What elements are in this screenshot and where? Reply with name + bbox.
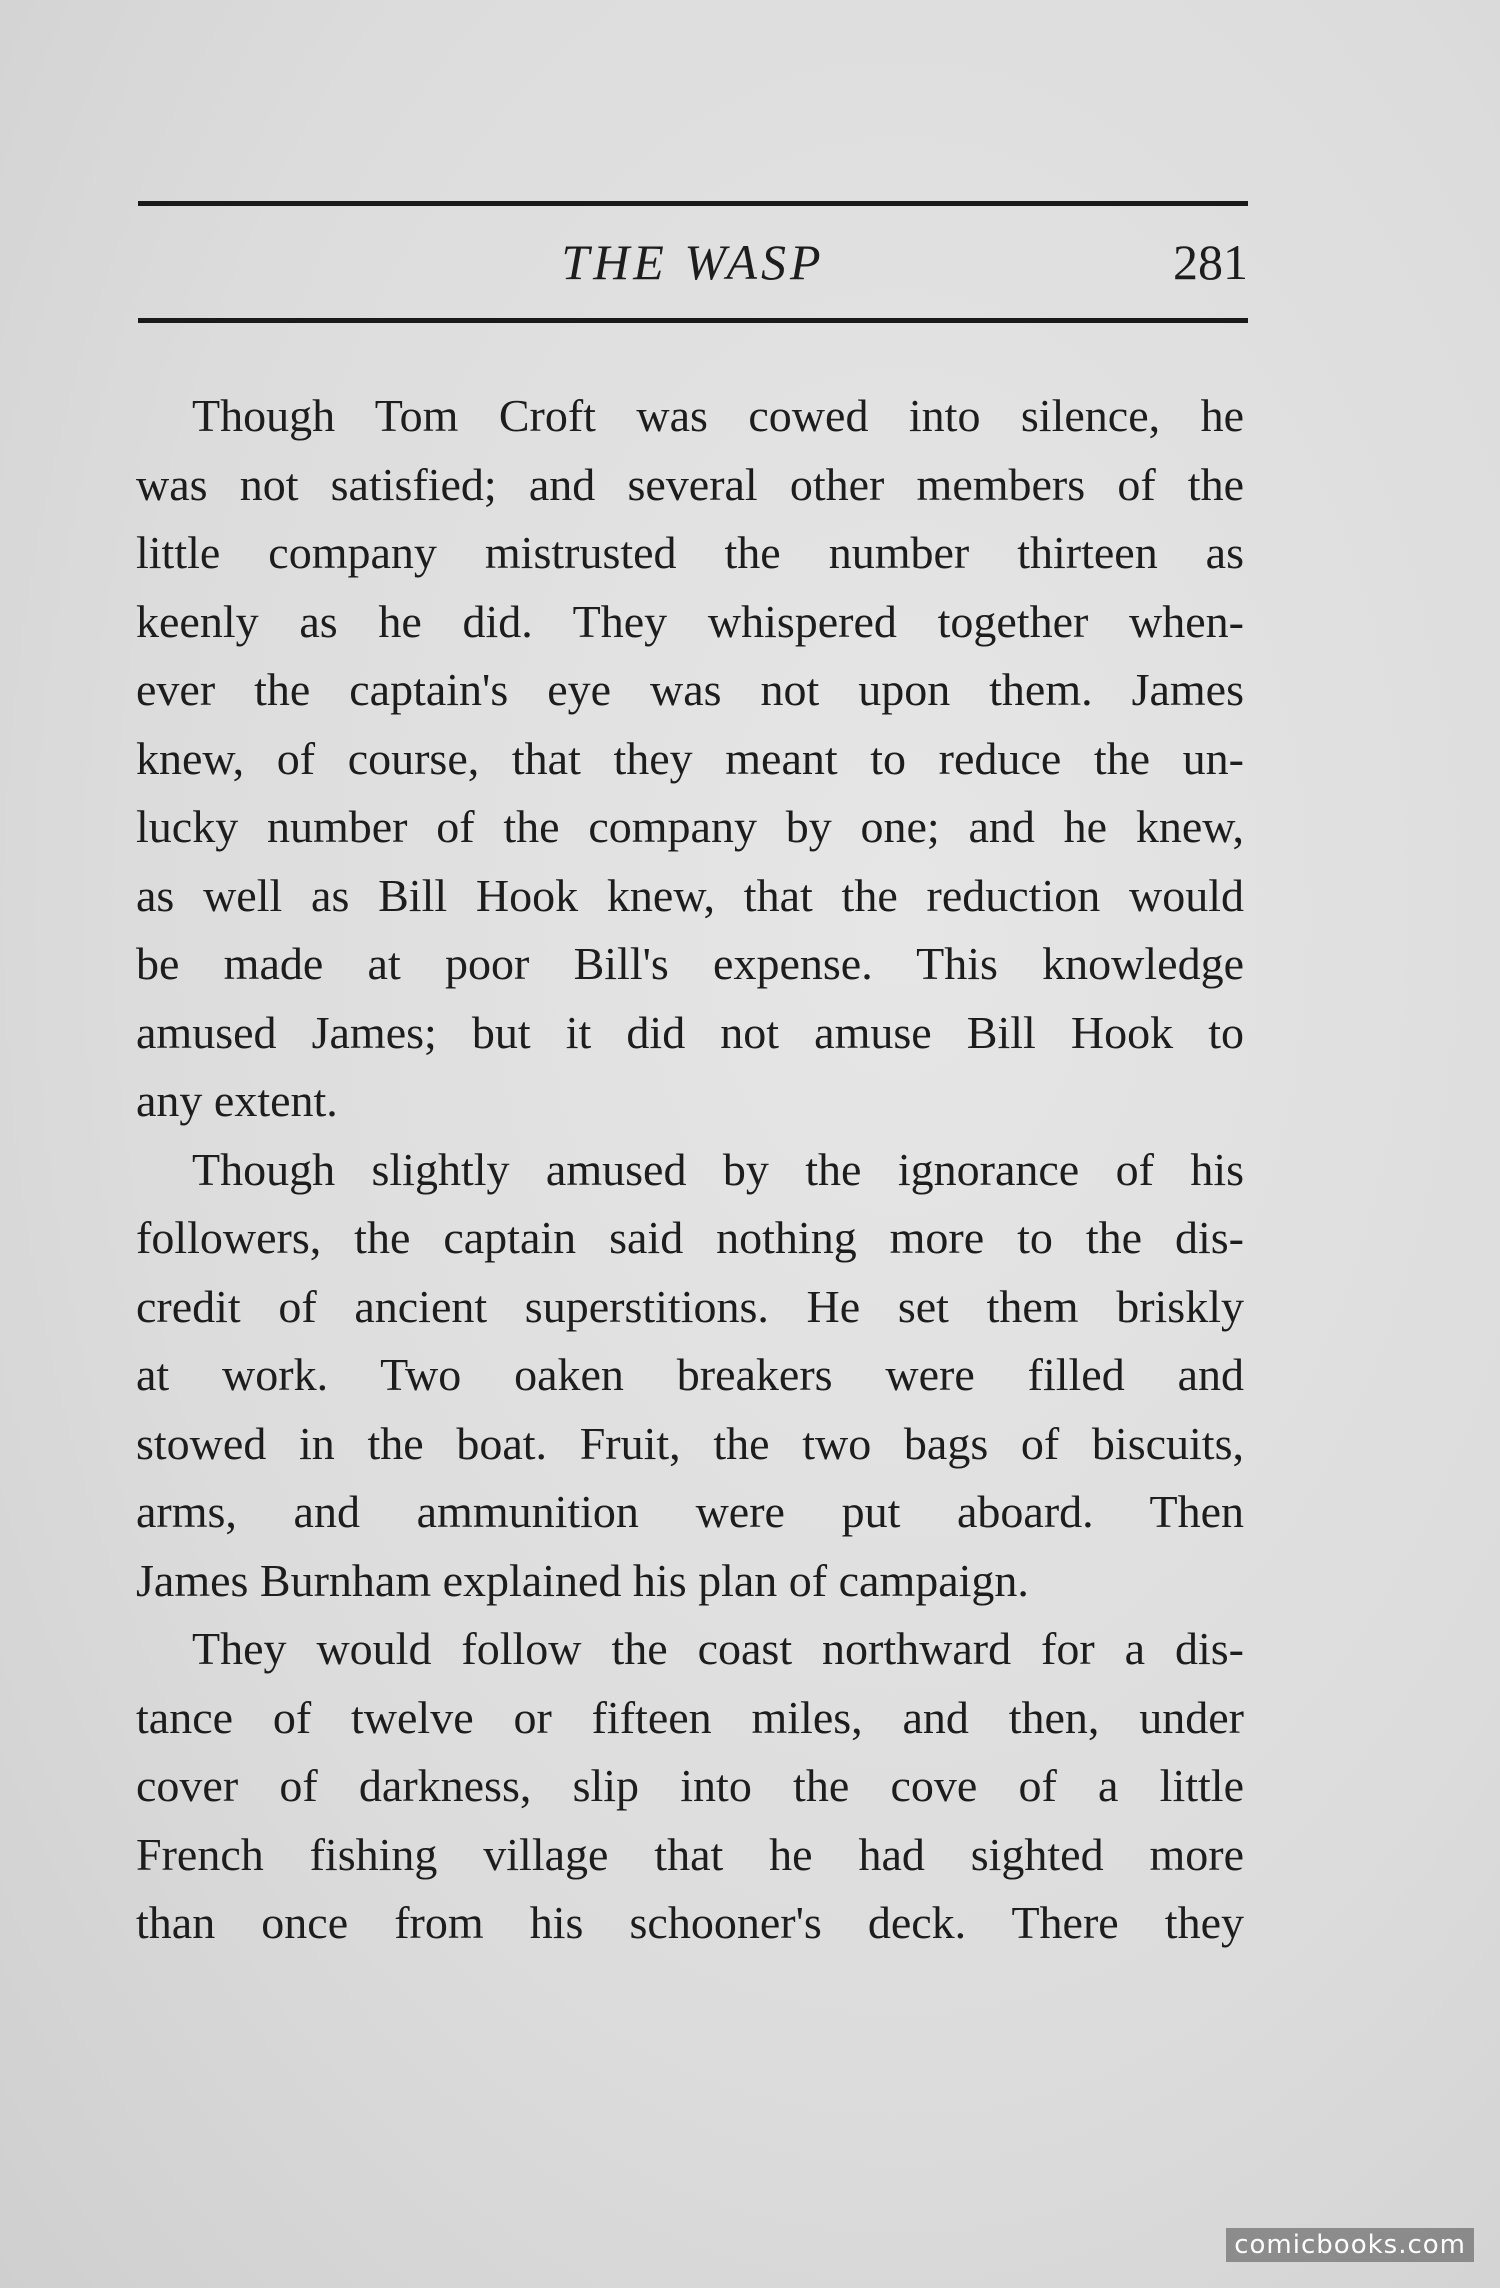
text-line: arms, and ammunition were put aboard. Then bbox=[136, 1486, 1244, 1537]
text-line: as well as Bill Hook knew, that the reduction would bbox=[136, 869, 1244, 921]
text-line: than once from his schooner's deck. There they bbox=[136, 1897, 1244, 1948]
text-line: Though Tom Croft was cowed into silence, he bbox=[192, 390, 1244, 441]
text-line: cover of darkness, slip into the cove of a little bbox=[136, 1760, 1244, 1811]
header-top-rule bbox=[138, 201, 1248, 206]
text-line: be made at poor Bill's expense. This knowledge bbox=[136, 938, 1244, 989]
text-line: They would follow the coast northward for a dis- bbox=[192, 1623, 1244, 1674]
text-line: ever the captain's eye was not upon them. James bbox=[136, 664, 1244, 715]
text-line: amused James; but it did not amuse Bill Hook to bbox=[136, 1006, 1244, 1058]
page-number: 281 bbox=[1173, 234, 1248, 290]
header-bottom-rule bbox=[138, 318, 1248, 323]
text-line: knew, of course, that they meant to reduce the un- bbox=[136, 732, 1244, 784]
text-line: little company mistrusted the number thirteen as bbox=[136, 527, 1244, 578]
text-line: followers, the captain said nothing more to the dis- bbox=[136, 1212, 1244, 1263]
running-title: THE WASP bbox=[561, 234, 825, 290]
text-line: credit of ancient superstitions. He set them briskly bbox=[136, 1280, 1244, 1332]
body-text bbox=[136, 382, 1244, 1958]
text-line: stowed in the boat. Fruit, the two bags of biscuits, bbox=[136, 1417, 1244, 1469]
text-line: James Burnham explained his plan of campaign. bbox=[136, 1554, 1029, 1606]
text-line: was not satisfied; and several other members of the bbox=[136, 458, 1244, 510]
text-line: tance of twelve or fifteen miles, and then, under bbox=[136, 1691, 1244, 1743]
text-line: keenly as he did. They whispered together when- bbox=[136, 595, 1244, 647]
running-head bbox=[138, 232, 1248, 292]
text-line: French fishing village that he had sighted more bbox=[136, 1828, 1244, 1880]
text-line: lucky number of the company by one; and he knew, bbox=[136, 801, 1244, 852]
watermark: comicbooks.com bbox=[1226, 2228, 1474, 2262]
text-line: at work. Two oaken breakers were filled and bbox=[136, 1349, 1244, 1400]
text-line: Though slightly amused by the ignorance of his bbox=[192, 1143, 1244, 1195]
text-line: any extent. bbox=[136, 1075, 338, 1126]
